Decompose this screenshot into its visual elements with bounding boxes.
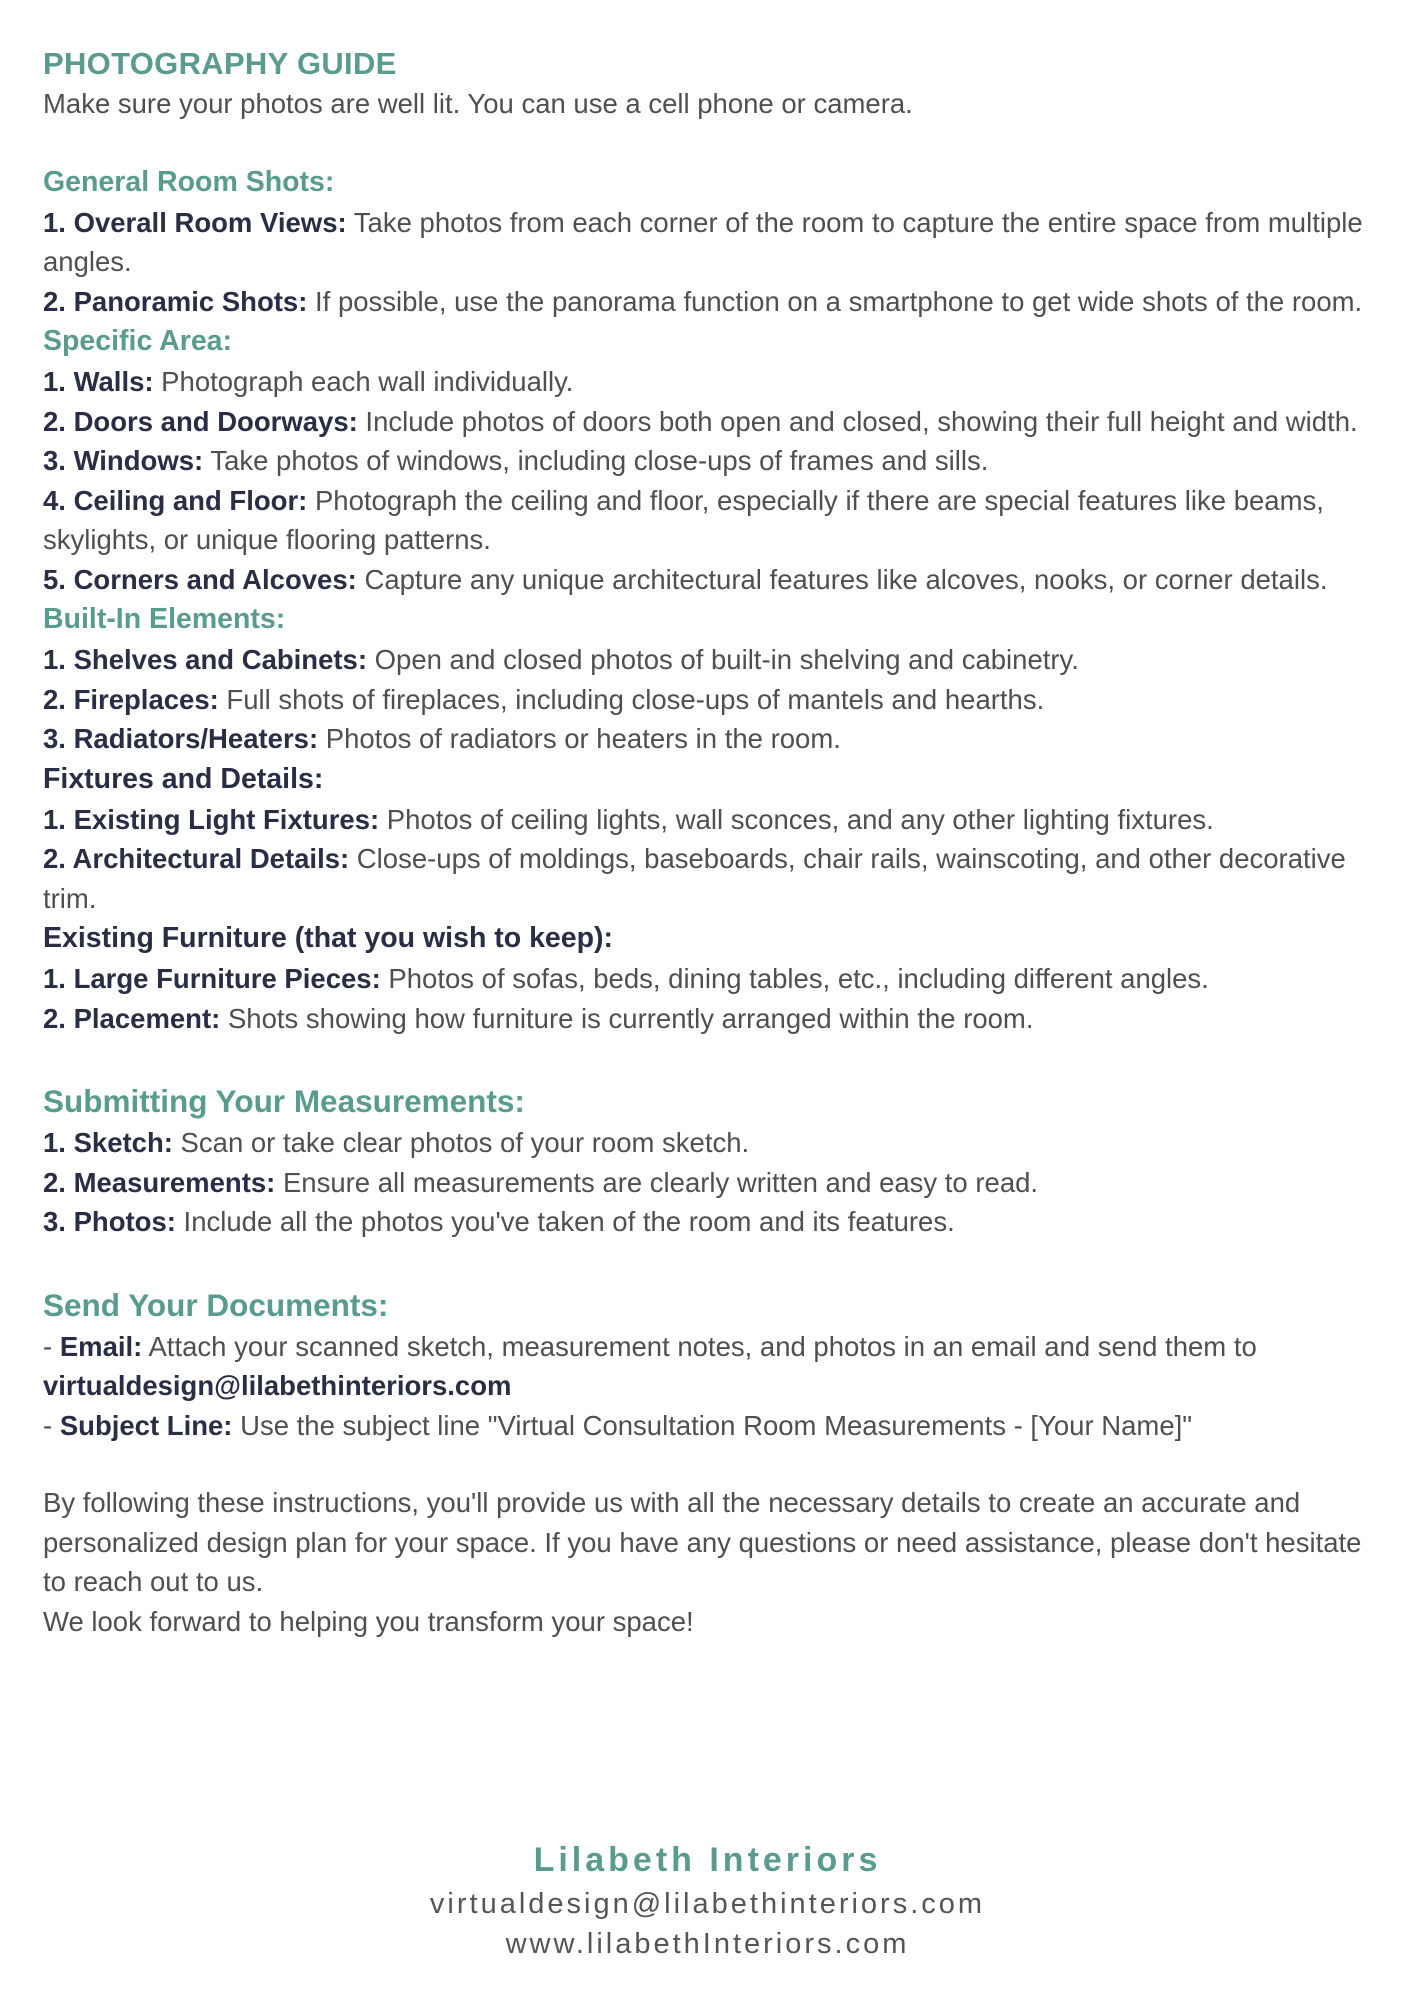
subject-instruction: - Subject Line: Use the subject line "Virtual Consultation Room Measurements - [Your Name]"	[43, 1409, 1193, 1441]
list-item: 3. Radiators/Heaters: Photos of radiators or heaters in the room.	[43, 723, 841, 754]
guide-intro: Make sure your photos are well lit. You can use a cell phone or camera.	[43, 88, 913, 119]
section-heading-specific: Specific Area:	[43, 325, 233, 357]
section-heading-submitting: Submitting Your Measurements:	[43, 1083, 525, 1119]
footer-brand: Lilabeth Interiors	[533, 1841, 882, 1879]
section-heading-general: General Room Shots:	[43, 165, 335, 198]
section-heading-builtin: Built-In Elements:	[43, 603, 286, 635]
list-item: 1. Large Furniture Pieces: Photos of sofas, beds, dining tables, etc., including different angles.	[43, 963, 1209, 994]
list-item: 2. Architectural Details: Close-ups of moldings, baseboards, chair rails, wainscoting, and other decorative trim.	[43, 843, 1346, 914]
closing-paragraph: By following these instructions, you'll provide us with all the necessary details to create an accurate and personalized design plan for your space. If you have any questions or need assistance, please don't hesitate to reach out to us.	[43, 1487, 1362, 1597]
email-link[interactable]: virtualdesign@lilabethinteriors.com	[43, 1370, 512, 1401]
email-instruction: - Email: Attach your scanned sketch, measurement notes, and photos in an email and send them to virtualdesign@lilabethinteriors.com	[43, 1330, 1257, 1401]
list-item: 1. Shelves and Cabinets: Open and closed photos of built-in shelving and cabinetry.	[43, 644, 1079, 675]
list-item: 2. Placement: Shots showing how furniture is currently arranged within the room.	[43, 1002, 1034, 1034]
section-heading-fixtures: Fixtures and Details:	[43, 762, 324, 795]
list-item: 2. Fireplaces: Full shots of fireplaces, including close-ups of mantels and hearths.	[43, 683, 1045, 715]
list-item: 5. Corners and Alcoves: Capture any unique architectural features like alcoves, nooks, or corner details.	[43, 563, 1328, 595]
list-item: 2. Panoramic Shots: If possible, use the panorama function on a smartphone to get wide shots of the room.	[43, 285, 1363, 317]
list-item: 1. Existing Light Fixtures: Photos of ceiling lights, wall sconces, and any other lighting fixtures.	[43, 803, 1214, 835]
section-heading-send: Send Your Documents:	[43, 1286, 389, 1323]
list-item: 1. Overall Room Views: Take photos from each corner of the room to capture the entire space from multiple angles.	[43, 206, 1363, 277]
list-item: 2. Doors and Doorways: Include photos of doors both open and closed, showing their full height and width.	[43, 405, 1358, 437]
list-item: 1. Walls: Photograph each wall individually.	[43, 366, 574, 397]
footer-website-link[interactable]: www.lilabethInteriors.com	[505, 1928, 910, 1960]
closing-line: We look forward to helping you transform your space!	[43, 1605, 694, 1637]
list-item: 3. Windows: Take photos of windows, including close-ups of frames and sills.	[43, 445, 989, 476]
list-item: 4. Ceiling and Floor: Photograph the ceiling and floor, especially if there are special features like beams, skylights, or unique flooring patterns.	[43, 484, 1324, 555]
section-heading-furniture: Existing Furniture (that you wish to keep):	[43, 922, 614, 954]
list-item: 2. Measurements: Ensure all measurements are clearly written and easy to read.	[43, 1166, 1039, 1198]
guide-title: PHOTOGRAPHY GUIDE	[43, 46, 397, 81]
list-item: 1. Sketch: Scan or take clear photos of your room sketch.	[43, 1127, 750, 1158]
list-item: 3. Photos: Include all the photos you've taken of the room and its features.	[43, 1206, 955, 1237]
footer-email-link[interactable]: virtualdesign@lilabethinteriors.com	[429, 1888, 986, 1920]
